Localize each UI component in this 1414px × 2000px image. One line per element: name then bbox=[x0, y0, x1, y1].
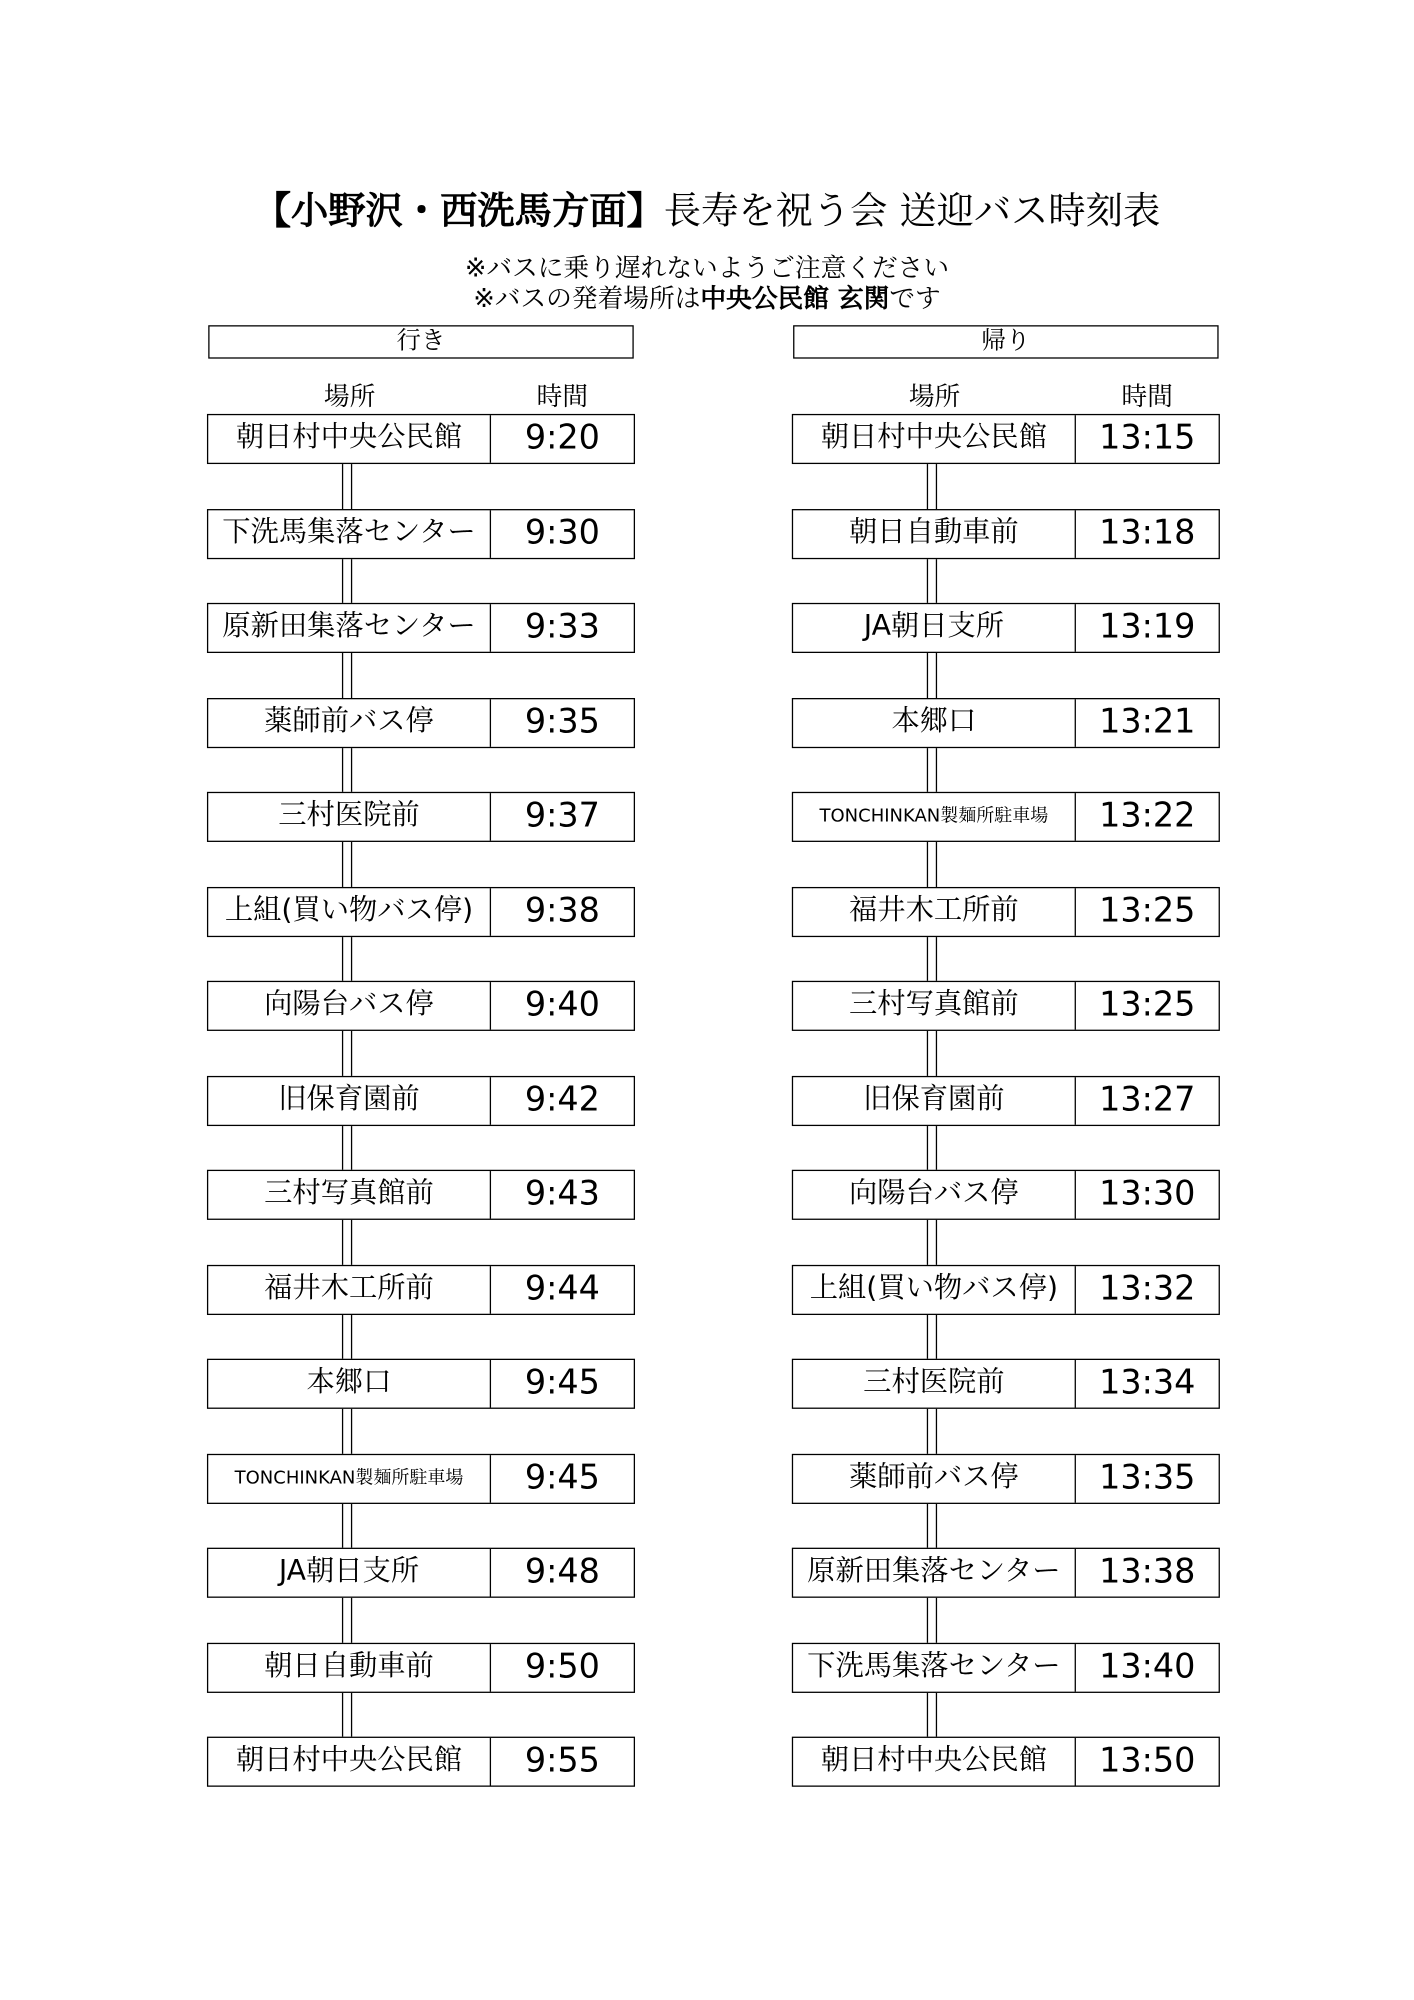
stop-time: 13:22 bbox=[1099, 796, 1196, 836]
stop-row bbox=[792, 1075, 1220, 1125]
stop-place: 朝日自動車前 bbox=[793, 510, 1076, 558]
stop-row bbox=[792, 1453, 1220, 1503]
stop-place: 三村写真館前 bbox=[793, 982, 1076, 1030]
stop-place: 下洗馬集落センター bbox=[208, 510, 491, 558]
outbound-route bbox=[207, 414, 635, 1789]
stop-time: 13:25 bbox=[1099, 891, 1196, 931]
stop-row bbox=[792, 603, 1220, 653]
stop-place: JA朝日支所 bbox=[793, 604, 1076, 652]
stop-row bbox=[207, 1359, 635, 1409]
stop-time: 9:30 bbox=[524, 513, 600, 553]
page-title bbox=[0, 185, 1414, 236]
stop-time: 13:15 bbox=[1099, 419, 1196, 458]
stop-time: 9:40 bbox=[524, 985, 600, 1025]
stop-time: 13:50 bbox=[1099, 1741, 1196, 1781]
stop-row bbox=[207, 1642, 635, 1692]
stop-place: TONCHINKAN製麺所駐車場 bbox=[793, 793, 1076, 841]
stop-place: 朝日村中央公民館 bbox=[793, 415, 1076, 463]
stop-time: 9:43 bbox=[524, 1174, 600, 1214]
stop-time: 9:35 bbox=[524, 702, 600, 742]
stop-place: 原新田集落センター bbox=[208, 604, 491, 652]
note-prefix: ※バスの発着場所は bbox=[473, 282, 701, 314]
stop-time: 9:42 bbox=[524, 1080, 600, 1119]
stop-row bbox=[207, 886, 635, 936]
stop-time: 13:30 bbox=[1099, 1174, 1196, 1214]
stop-time: 13:35 bbox=[1099, 1458, 1196, 1497]
stop-row bbox=[792, 1359, 1220, 1409]
stop-row bbox=[207, 508, 635, 558]
stop-row bbox=[207, 414, 635, 464]
stop-row bbox=[792, 414, 1220, 464]
stop-time: 9:38 bbox=[524, 891, 600, 931]
stop-time: 9:55 bbox=[524, 1741, 600, 1781]
stop-place: 下洗馬集落センター bbox=[793, 1643, 1076, 1691]
stop-place: 旧保育園前 bbox=[208, 1077, 491, 1125]
stop-place: 福井木工所前 bbox=[793, 888, 1076, 936]
stop-place: 本郷口 bbox=[793, 699, 1076, 747]
stop-time: 9:45 bbox=[524, 1458, 600, 1497]
stop-place: 朝日村中央公民館 bbox=[208, 1738, 491, 1786]
stop-time: 13:27 bbox=[1099, 1080, 1196, 1119]
stop-row bbox=[207, 1264, 635, 1314]
stop-time: 9:48 bbox=[524, 1552, 600, 1592]
stop-row bbox=[207, 792, 635, 842]
stop-row bbox=[207, 697, 635, 747]
stop-time: 13:32 bbox=[1099, 1269, 1196, 1308]
return-place-label: 場所 bbox=[908, 380, 961, 412]
stop-place: 本郷口 bbox=[208, 1360, 491, 1408]
stop-place: 朝日自動車前 bbox=[208, 1643, 491, 1691]
title-route: 【小野沢・西洗馬方面】 bbox=[253, 188, 664, 233]
stop-row bbox=[207, 1170, 635, 1220]
note-boarding: ※バスに乗り遅れないようご注意ください bbox=[464, 251, 950, 283]
stop-time: 9:45 bbox=[524, 1363, 600, 1403]
return-header: 帰り bbox=[793, 325, 1218, 358]
stop-time: 9:50 bbox=[524, 1647, 600, 1686]
outbound-header: 行き bbox=[208, 325, 633, 358]
stop-place: 上組(買い物バス停) bbox=[208, 888, 491, 936]
stop-place: 向陽台バス停 bbox=[208, 982, 491, 1030]
stop-place: 朝日村中央公民館 bbox=[208, 415, 491, 463]
stop-place: 三村医院前 bbox=[793, 1360, 1076, 1408]
stop-row bbox=[792, 1548, 1220, 1598]
stop-place: 原新田集落センター bbox=[793, 1549, 1076, 1597]
title-event: 長寿を祝う会 送迎バス時刻表 bbox=[663, 188, 1161, 233]
return-route bbox=[792, 414, 1220, 1789]
stop-place: 朝日村中央公民館 bbox=[793, 1738, 1076, 1786]
note-suffix: です bbox=[889, 282, 941, 314]
stop-place: 三村医院前 bbox=[208, 793, 491, 841]
stop-row bbox=[792, 981, 1220, 1031]
stop-place: 上組(買い物バス停) bbox=[793, 1266, 1076, 1314]
stop-row bbox=[207, 1548, 635, 1598]
stop-row bbox=[792, 886, 1220, 936]
stop-place: 薬師前バス停 bbox=[208, 699, 491, 747]
stop-place: 薬師前バス停 bbox=[793, 1454, 1076, 1502]
stop-row bbox=[207, 1453, 635, 1503]
stop-row bbox=[792, 1170, 1220, 1220]
stop-place: 福井木工所前 bbox=[208, 1266, 491, 1314]
stop-time: 13:38 bbox=[1099, 1552, 1196, 1592]
stop-row bbox=[792, 1264, 1220, 1314]
stop-row bbox=[207, 603, 635, 653]
stop-time: 13:19 bbox=[1099, 608, 1196, 647]
stop-row bbox=[792, 697, 1220, 747]
stop-time: 9:20 bbox=[524, 419, 600, 458]
stop-row bbox=[207, 981, 635, 1031]
stop-time: 13:18 bbox=[1099, 513, 1196, 553]
stop-time: 9:33 bbox=[524, 608, 600, 647]
stop-time: 13:40 bbox=[1099, 1647, 1196, 1686]
notes bbox=[0, 252, 1414, 314]
stop-place: TONCHINKAN製麺所駐車場 bbox=[208, 1454, 491, 1502]
stop-time: 13:25 bbox=[1099, 985, 1196, 1025]
note-place: 中央公民館 玄関 bbox=[700, 282, 890, 314]
stop-row bbox=[207, 1075, 635, 1125]
stop-place: JA朝日支所 bbox=[208, 1549, 491, 1597]
stop-time: 9:44 bbox=[524, 1269, 600, 1308]
outbound-place-label: 場所 bbox=[323, 380, 376, 412]
note-departure-place bbox=[0, 283, 1414, 314]
stop-place: 三村写真館前 bbox=[208, 1171, 491, 1219]
stop-time: 13:34 bbox=[1099, 1363, 1196, 1403]
stop-row bbox=[792, 1737, 1220, 1787]
stop-row bbox=[792, 792, 1220, 842]
outbound-time-label: 時間 bbox=[536, 380, 589, 412]
stop-row bbox=[792, 1642, 1220, 1692]
stop-row bbox=[207, 1737, 635, 1787]
stop-row bbox=[792, 508, 1220, 558]
stop-place: 旧保育園前 bbox=[793, 1077, 1076, 1125]
return-time-label: 時間 bbox=[1121, 380, 1173, 412]
stop-time: 9:37 bbox=[524, 796, 600, 836]
stop-place: 向陽台バス停 bbox=[793, 1171, 1076, 1219]
stop-time: 13:21 bbox=[1099, 702, 1196, 742]
